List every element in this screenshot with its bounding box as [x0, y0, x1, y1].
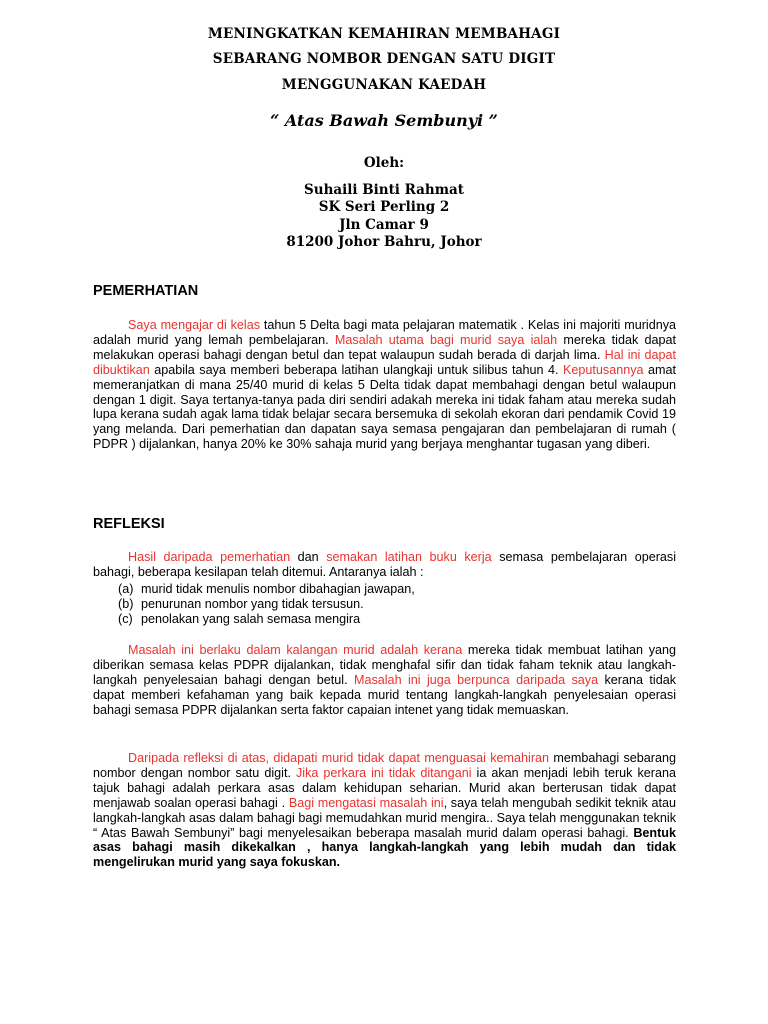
- highlight-text: semakan latihan buku kerja: [326, 550, 492, 564]
- list-marker: (a): [118, 582, 134, 596]
- highlight-text: Saya mengajar di kelas: [128, 318, 261, 332]
- section-heading-pemerhatian: PEMERHATIAN: [93, 283, 199, 299]
- section-heading-refleksi: REFLEKSI: [93, 516, 165, 532]
- highlight-text: Masalah ini juga berpunca daripada saya: [353, 672, 599, 687]
- highlight-text: Keputusannya: [563, 362, 644, 377]
- body-text: tahun 5 Delta bagi mata pelajaran matematik . Kelas ini majoriti muridnya adalah murid yang lemah pembelajaran.: [93, 318, 676, 347]
- author-by: Oleh:: [363, 155, 405, 171]
- author-name: Suhaili Binti Rahmat: [304, 182, 464, 198]
- highlight-text: Jika perkara ini tidak ditangani: [295, 765, 472, 780]
- list-item-text: penolakan yang salah semasa mengira: [141, 611, 361, 626]
- highlight-text: Hal ini dapat dibuktikan: [93, 347, 676, 377]
- list-item: [118, 612, 415, 627]
- body-text: mereka tidak dapat melakukan operasi bahagi dengan betul dan tepat walaupun sudah berada di darjah lima.: [93, 332, 676, 362]
- pemerhatian-paragraph: [93, 318, 676, 452]
- list-marker: (b): [118, 596, 134, 611]
- bold-text: Bentuk asas bahagi masih dikekalkan , hanya langkah-langkah yang lebih mudah dan tidak mengelirukan murid yang saya fokuskan.: [93, 825, 676, 870]
- highlight-text: Bagi mengatasi masalah ini: [288, 795, 444, 810]
- highlight-text: Daripada refleksi di atas, didapati murid tidak dapat menguasai kemahiran: [128, 751, 550, 765]
- body-text: kerana tidak dapat memberi kefahaman yang baik kepada murid tentang langkah-langkah penyelesaian operasi bahagi semasa PDPR dijalankan serta faktor capaian intenet yang tidak memuaskan.: [93, 672, 676, 717]
- highlight-text: Masalah utama bagi murid saya ialah: [334, 332, 558, 347]
- body-text: mereka tidak membuat latihan yang diberikan semasa kelas PDPR dijalankan, tidak menghafal sifir dan tidak faham teknik atau langkah-langkah penyelesaian bahagi dengan betul.: [93, 643, 677, 687]
- body-text: amat memeranjatkan di mana 25/40 murid di kelas 5 Delta tidak dapat membahagi dengan betul walaupun dengan 1 digit. Saya tertanya-tanya pada diri sendiri adakah mereka ini tidak faham atau mereka sudah lupa kerana sudah agak lama tidak belajar secara bersemuka di sekolah ekoran dari pendamik Covid 19 yang melanda. Dari pemerhatian dan dapatan saya semasa pengajaran dan pembelajaran di rumah ( PDPR ) dijalankan, hanya 20% ke 30% sahaja murid yang berjaya menghantar tugasan yang diberi.: [93, 362, 677, 452]
- body-text: semasa pembelajaran operasi bahagi, beberapa kesilapan telah ditemui. Antaranya ialah :: [93, 550, 677, 579]
- title-line-2: SEBARANG NOMBOR DENGAN SATU DIGIT: [212, 51, 556, 67]
- body-text: , saya telah mengubah sedikit teknik atau langkah-langkah asas dalam bahagi bagi memudahkan murid mengira.. Saya telah menggunakan teknik “ Atas Bawah Sembunyi” bagi menyelesaikan beberapa masalah murid dalam operasi bahagi.: [93, 795, 677, 840]
- refleksi-paragraph-3: [93, 751, 676, 870]
- title-subtitle: “ Atas Bawah Sembunyi ”: [270, 111, 498, 130]
- body-text: membahagi sebarang nombor dengan nombor satu digit.: [93, 751, 676, 780]
- author-city: 81200 Johor Bahru, Johor: [286, 234, 482, 250]
- highlight-text: Hasil daripada pemerhatian: [128, 550, 291, 564]
- list-item: [118, 597, 415, 612]
- title-line-1: MENINGKATKAN KEMAHIRAN MEMBAHAGI: [207, 26, 561, 42]
- list-item-text: penurunan nombor yang tidak tersusun.: [141, 596, 364, 611]
- error-list: [118, 582, 415, 627]
- highlight-text: Masalah ini berlaku dalam kalangan murid adalah kerana: [128, 643, 463, 657]
- title-line-3: MENGGUNAKAN KAEDAH: [281, 77, 487, 93]
- author-street: Jln Camar 9: [339, 217, 429, 233]
- body-text: ia akan menjadi lebih teruk kerana tajuk bahagi adalah perkara asas dalam kehidupan seharian. Murid akan berterusan tidak dapat menjawab soalan operasi bahagi .: [93, 765, 676, 810]
- refleksi-paragraph-1: [93, 550, 676, 580]
- list-marker: (c): [118, 611, 133, 626]
- list-item-text: murid tidak menulis nombor dibahagian jawapan,: [141, 582, 415, 596]
- body-text: apabila saya memberi beberapa latihan ulangkaji untuk silibus tahun 4.: [149, 362, 563, 377]
- body-text: dan: [290, 550, 327, 564]
- list-item: [118, 582, 415, 597]
- refleksi-paragraph-2: [93, 643, 676, 718]
- author-school: SK Seri Perling 2: [318, 199, 450, 215]
